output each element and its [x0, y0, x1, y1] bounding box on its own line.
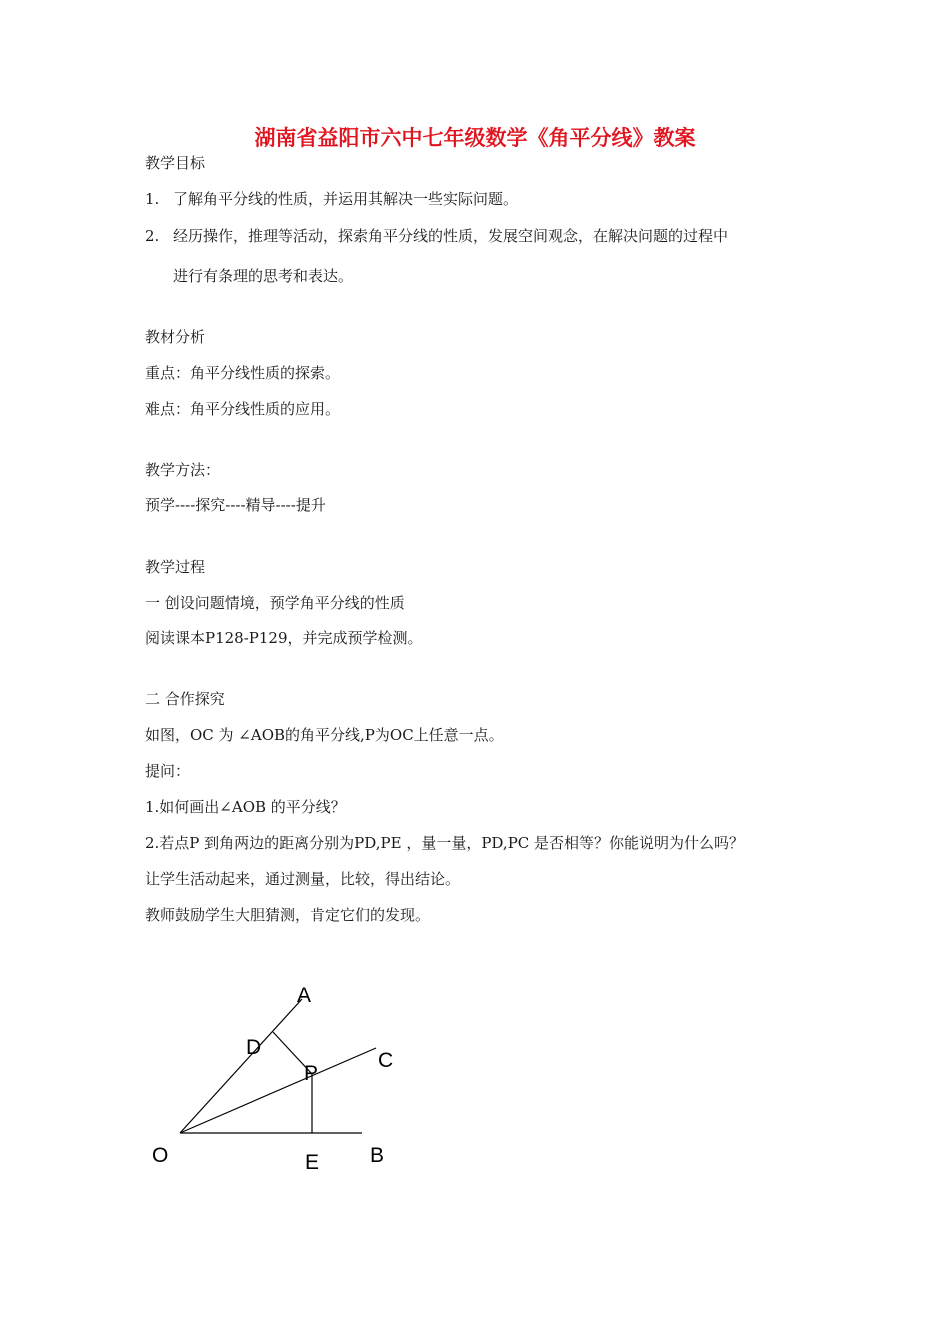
label-c: C — [378, 1049, 394, 1072]
goal-item-2 — [145, 225, 728, 246]
key-point: 重点：角平分线性质的探索。 — [145, 364, 341, 382]
goal-text: 了解角平分线的性质，并运用其解决一些实际问题。 — [173, 190, 519, 208]
document-title: 湖南省益阳市六中七年级数学《角平分线》教案 — [254, 126, 696, 150]
label-p: P — [304, 1062, 319, 1085]
label-d: D — [246, 1036, 262, 1059]
goal-item-1 — [145, 188, 518, 209]
question-2: 2.若点P 到角两边的距离分别为PD,PE ，量一量，PD,PC 是否相等？你能说明为什么吗？ — [145, 834, 745, 852]
question-1: 1.如何画出∠AOB 的平分线？ — [145, 798, 346, 816]
label-b: B — [370, 1144, 385, 1167]
section-heading-process: 教学过程 — [145, 558, 206, 576]
method-text: 预学----探究----精导----提升 — [145, 496, 326, 514]
goal-item-2-continuation: 进行有条理的思考和表达。 — [173, 267, 354, 285]
ray-oa — [180, 999, 302, 1133]
goal-text: 经历操作，推理等活动，探索角平分线的性质，发展空间观念，在解决问题的过程中 — [173, 227, 729, 245]
section-heading-method: 教学方法： — [145, 461, 221, 479]
label-a: A — [297, 984, 312, 1007]
section-heading-analysis: 教材分析 — [145, 328, 206, 346]
angle-bisector-figure — [140, 975, 420, 1185]
question-label: 提问： — [145, 762, 191, 780]
step2-intro: 如图，OC 为 ∠AOB的角平分线,P为OC上任意一点。 — [145, 726, 504, 744]
section-heading-goals: 教学目标 — [145, 154, 206, 172]
step2-title: 二 合作探究 — [145, 690, 225, 708]
label-o: O — [152, 1144, 169, 1167]
goal-number: 2. — [145, 227, 160, 245]
ray-oc — [180, 1048, 376, 1133]
difficulty-point: 难点：角平分线性质的应用。 — [145, 400, 341, 418]
label-e: E — [305, 1151, 320, 1174]
step1-title: 一 创设问题情境，预学角平分线的性质 — [145, 594, 405, 612]
encourage-text: 教师鼓励学生大胆猜测，肯定它们的发现。 — [145, 906, 431, 924]
activity-text: 让学生活动起来，通过测量，比较，得出结论。 — [145, 870, 461, 888]
goal-number: 1. — [145, 190, 160, 208]
step1-text: 阅读课本P128-P129，并完成预学检测。 — [145, 629, 423, 647]
